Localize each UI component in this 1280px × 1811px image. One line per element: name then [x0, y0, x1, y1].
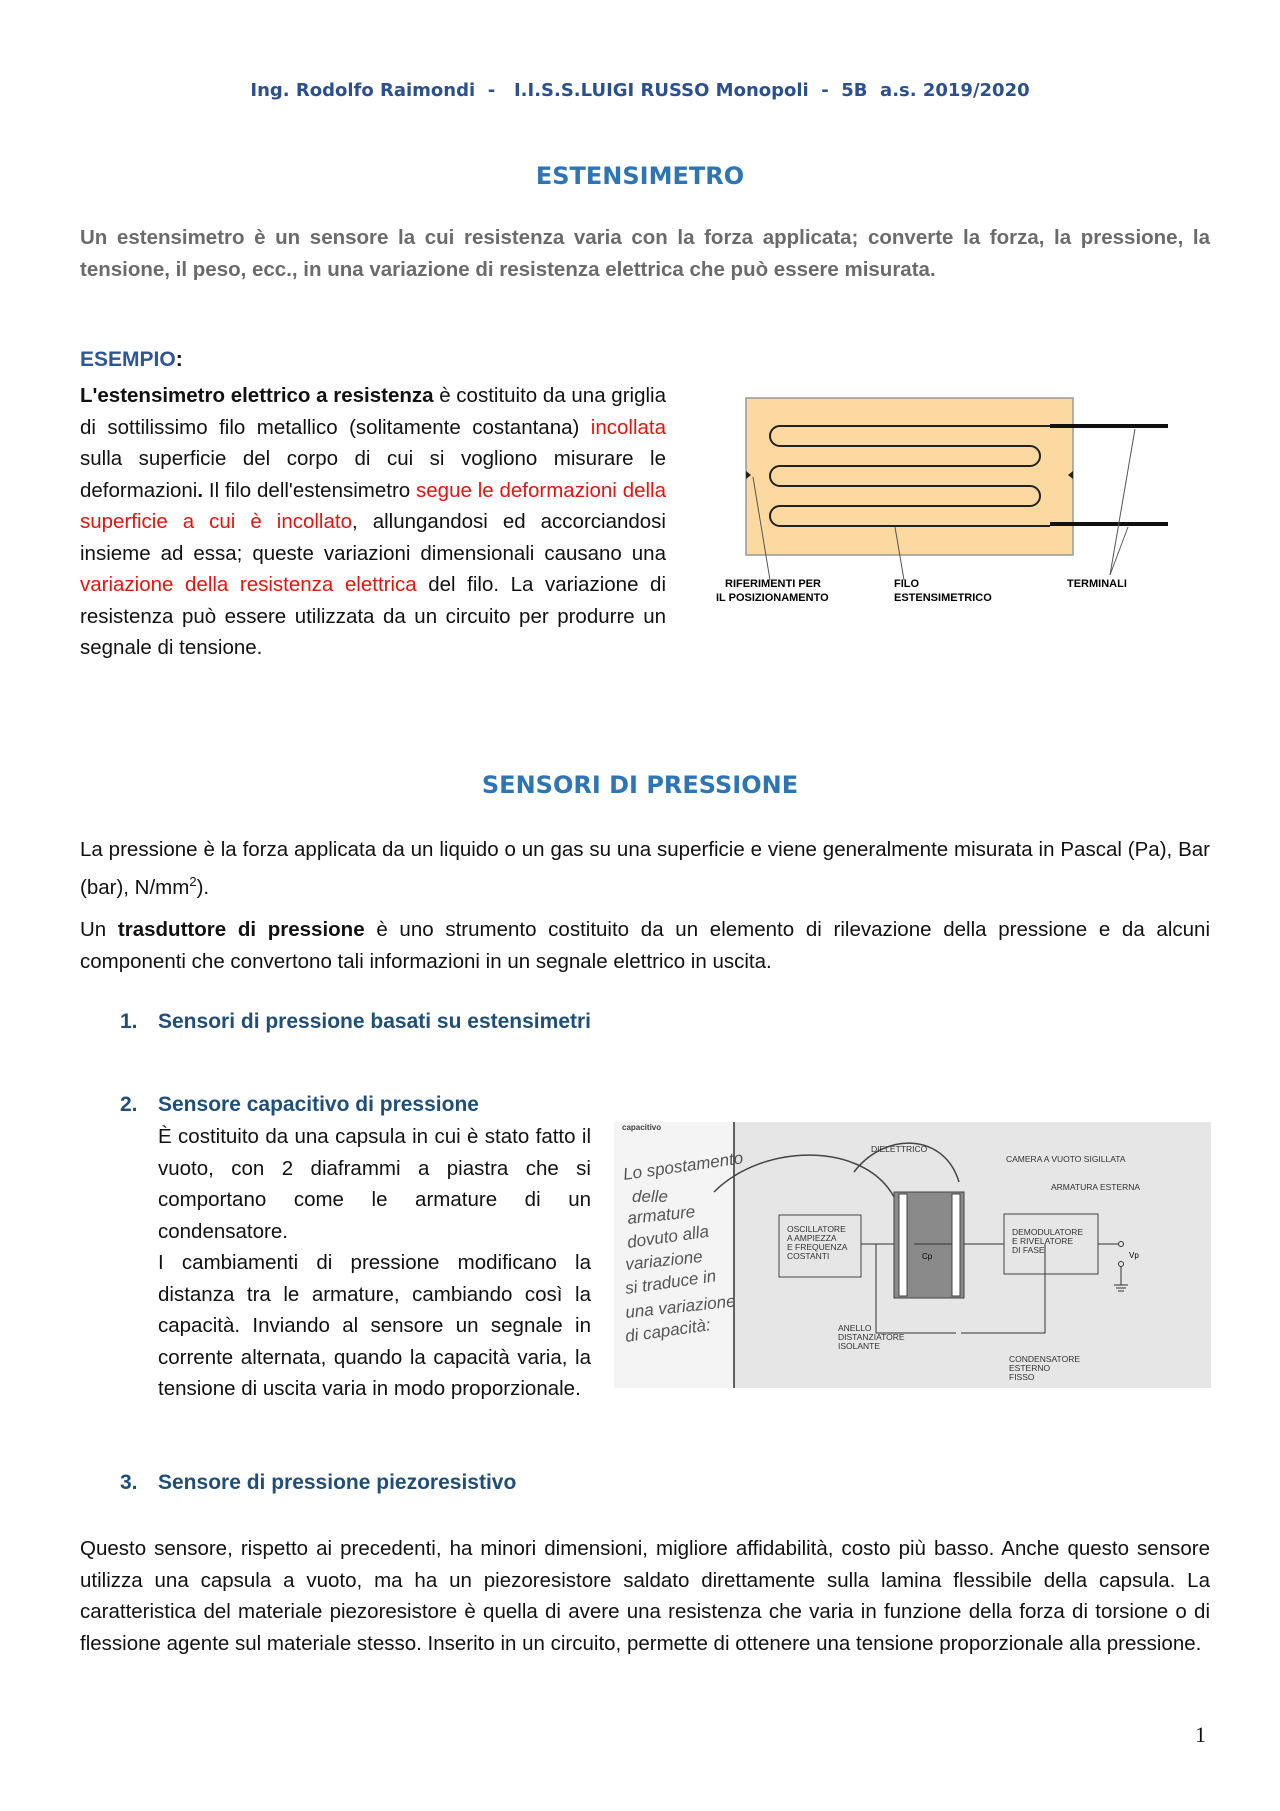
label-wire: FILO	[894, 578, 920, 590]
note-line: delle	[632, 1187, 668, 1206]
list-title: Sensore capacitivo di pressione	[158, 1093, 479, 1116]
vp-label: Vp	[1129, 1251, 1139, 1260]
cp-label: Cp	[922, 1252, 933, 1261]
list-item-1	[120, 1010, 591, 1034]
strain-gauge-figure	[710, 385, 1180, 615]
example-colon: :	[175, 348, 183, 371]
list-number: 3.	[120, 1471, 138, 1494]
bold-term: trasduttore di pressione	[117, 918, 365, 941]
text: del filo. La variazione di resistenza può essere utilizzata da un circuito per produrre un segnale di tensione.	[80, 573, 666, 659]
leader-line	[1110, 429, 1135, 575]
capacitive-sensor-figure	[614, 1122, 1211, 1388]
section-title-estensimetro: ESTENSIMETRO	[535, 162, 745, 190]
text: , allungandosi ed accorciandosi insieme ad essa; queste variazioni dimensionali causano una	[80, 510, 666, 565]
label-wire-2: ESTENSIMETRICO	[894, 592, 992, 604]
note-line: di capacità:	[623, 1315, 712, 1346]
label-vacuum-chamber: CAMERA A VUOTO SIGILLATA	[1006, 1154, 1126, 1164]
example-paragraph	[80, 380, 666, 664]
example-heading	[80, 348, 183, 372]
note-line: variazione	[624, 1246, 704, 1274]
pressure-paragraph-2	[80, 914, 1210, 977]
osc-label: E FREQUENZA	[787, 1242, 848, 1252]
label-terminals: TERMINALI	[1067, 578, 1127, 590]
osc-label: A AMPIEZZA	[787, 1233, 837, 1243]
demod-label: E RIVELATORE	[1012, 1236, 1074, 1246]
capacitive-description	[158, 1121, 591, 1405]
leader-line	[1110, 527, 1128, 575]
highlight: segue le deformazioni della superficie a cui è incollato	[80, 478, 666, 533]
osc-label: OSCILLATORE	[787, 1224, 846, 1234]
osc-label: COSTANTI	[787, 1251, 830, 1261]
piezoresistive-paragraph: Questo sensore, rispetto ai precedenti, ha minori dimensioni, migliore affidabilità, costo più basso. Anche questo sensore utilizza una capsula a vuoto, ma ha un piezoresistore saldato direttamente sulla lamina flessibile della capsula. La caratteristica del materiale piezoresistore è quella di avere una resistenza che varia in funzione della forza di torsione o di flessione agente sul materiale stesso. Inserito in un circuito, permette di ottenere una tensione proporzionale alla pressione.	[80, 1537, 1210, 1655]
demod-label: DEMODULATORE	[1012, 1227, 1084, 1237]
label-ring: ISOLANTE	[838, 1341, 881, 1351]
list-title: Sensori di pressione basati su estensimetri	[158, 1010, 591, 1033]
text: Il filo dell'estensimetro	[203, 478, 417, 502]
text: è uno strumento costituito da un elemento di rilevazione della pressione e da alcuni componenti che convertono tali informazioni in un segnale elettrico in uscita.	[80, 918, 1210, 973]
label-ring: DISTANZIATORE	[838, 1332, 905, 1342]
superscript: 2	[189, 873, 197, 889]
pressure-paragraph-1	[80, 834, 1210, 903]
plate-right	[952, 1194, 960, 1296]
note-line: una variazione	[624, 1291, 737, 1322]
label-capacitor: ESTERNO	[1009, 1363, 1051, 1373]
note-line: Lo spostamento	[621, 1148, 745, 1184]
text: .	[197, 478, 204, 502]
text: ).	[196, 875, 210, 899]
page-header: Ing. Rodolfo Raimondi - I.I.S.S.LUIGI RUSSO Monopoli - 5B a.s. 2019/2020	[250, 80, 1030, 101]
list-item-3	[120, 1471, 516, 1495]
highlight: incollata	[590, 415, 666, 439]
section-title-pressure: SENSORI DI PRESSIONE	[481, 771, 799, 799]
text: I cambiamenti di pressione modificano la distanza tra le armature, cambiando così la capacità. Inviando al sensore un segnale in corrente alternata, quando la capacità varia, la tensione di uscita varia in modo proporzionale.	[158, 1251, 591, 1400]
list-number: 1.	[120, 1010, 138, 1033]
label-references-2: IL POSIZIONAMENTO	[716, 592, 829, 604]
note-line: si traduce in	[623, 1266, 718, 1298]
external-capacitor	[956, 1327, 961, 1339]
gauge-backing	[746, 398, 1073, 555]
label-outer-plate: ARMATURA ESTERNA	[1051, 1182, 1141, 1192]
label-capacitor: CONDENSATORE	[1009, 1354, 1081, 1364]
list-title: Sensore di pressione piezoresistivo	[158, 1471, 517, 1494]
bold-term: L'estensimetro elettrico a resistenza	[80, 384, 434, 407]
text: È costituito da una capsula in cui è stato fatto il vuoto, con 2 diaframmi a piastra che si comportano come le armature di un condensatore.	[158, 1125, 591, 1243]
text: è costituito da una griglia di sottilissimo filo metallico (solitamente costantana)	[80, 384, 666, 439]
plate-left	[899, 1194, 907, 1296]
note-line: armature	[626, 1201, 697, 1228]
label-capacitor: FISSO	[1009, 1372, 1035, 1382]
label-ring: ANELLO	[838, 1323, 872, 1333]
note-line: dovuto alla	[625, 1221, 710, 1252]
highlight: variazione della resistenza elettrica	[80, 573, 417, 596]
label-references: RIFERIMENTI PER	[725, 578, 821, 590]
label-dielectric: DIELETTRICO	[871, 1144, 928, 1154]
list-number: 2.	[120, 1093, 138, 1116]
intro-paragraph: Un estensimetro è un sensore la cui resistenza varia con la forza applicata; converte la forza, la pressione, la tensione, il peso, ecc., in una variazione di resistenza elettrica che può essere misurata.	[80, 226, 1210, 281]
text: La pressione è la forza applicata da un liquido o un gas su una superficie e viene generalmente misurata in Pascal (Pa), Bar (bar), N/mm	[80, 838, 1210, 899]
demod-label: DI FASE	[1012, 1245, 1045, 1255]
text: sulla superficie del corpo di cui si vogliono misurare le deformazioni	[80, 447, 666, 502]
page-number: 1	[1195, 1722, 1206, 1747]
text: Un	[80, 918, 118, 941]
corner-label: capacitivo	[622, 1123, 662, 1132]
list-item-2	[120, 1093, 479, 1117]
example-label: ESEMPIO	[80, 348, 176, 371]
